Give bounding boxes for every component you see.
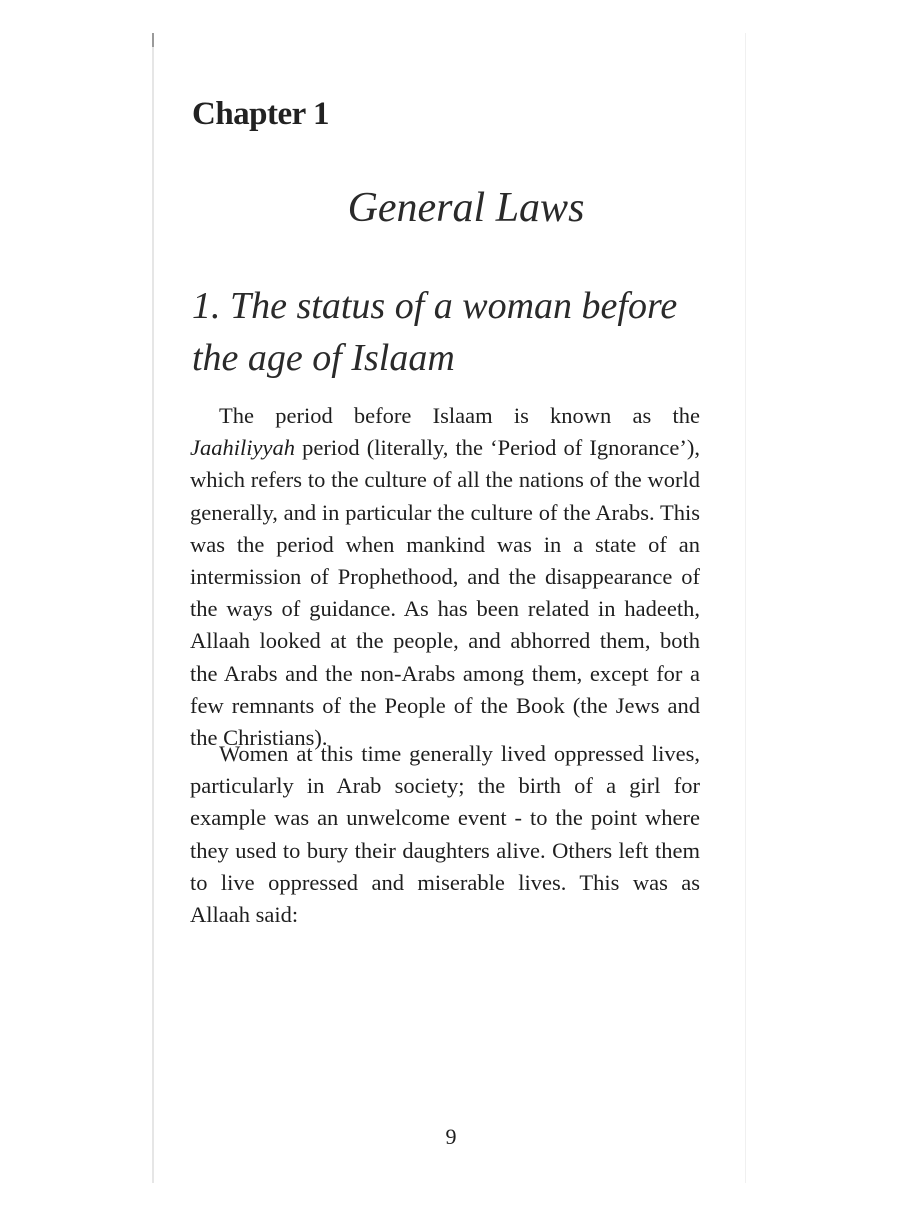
chapter-label: Chapter 1 [192, 96, 329, 132]
page-number: 9 [445, 1124, 457, 1149]
body-paragraph-2: Women at this time generally lived oppressed lives, particularly in Arab society; the birth of a girl for example was an unwelcome event - to the point where they used to bury their daughters alive. Others left them to live oppressed and miserable lives. This was as Allaah said: [190, 741, 700, 928]
paragraph-1-rest: period (literally, the ‘Period of Ignorance’), which refers to the culture of all the nations of the world generally, and in particular the culture of the Arabs. This was the period when mankind was in a state of an intermission of Prophethood, and the disappearance of the ways of guidance. As has been related in hadeeth, Allaah looked at the people, and abhorred them, both the Arabs and the non-Arabs among them, except for a few remnants of the People of the Book (the Jews and the Christians). [190, 435, 700, 751]
section-heading: 1. The status of a woman before the age of Islaam [192, 285, 678, 379]
jaahiliyyah-term: Jaahiliyyah [190, 435, 295, 461]
paragraph-1-lead: The period before Islaam is known as the [219, 403, 700, 428]
scan-edge-mark [152, 33, 154, 47]
chapter-title: General Laws [347, 185, 585, 231]
body-paragraph-1 [190, 400, 700, 754]
